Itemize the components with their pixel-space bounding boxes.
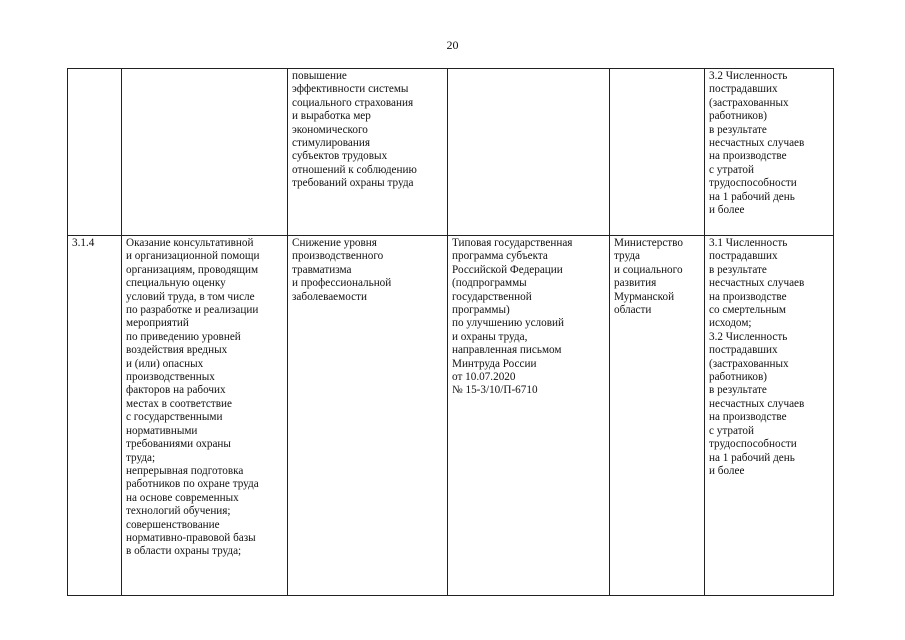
measure-cell [122,69,288,236]
measure-cell [122,236,288,596]
executor-cell [610,69,705,236]
indicator-cell [705,69,834,236]
goal-text: повышение эффективности системы социального страхования и выработка мер экономического стимулирования субъектов трудовых отношений к соблюдению требований охраны труда [292,70,417,190]
row-number: 3.1.4 [72,237,95,249]
indicator-text: 3.2 Численность пострадавших (застрахованных работников) в результате несчастных случаев на производстве с утратой трудоспособности на 1 рабочий день и более [709,70,805,217]
executor-text: Министерство труда и социального развития Мурманской области [614,237,683,317]
row-number-cell [68,69,122,236]
basis-cell [448,236,610,596]
executor-cell [610,236,705,596]
measure-text: Оказание консультативной и организационной помощи организациям, проводящим специальную оценку условий труда, в том числе по разработке и реализации мероприятий по приведению уровней воздействия вредных и (или) опасных производственных факторов на рабочих местах в соответствие с государственными нормативными требованиями охраны труда; непрерывная подготовка работников по охране труда на основе современных технологий обучения; совершенствование нормативно-правовой базы в области охраны труда; [126,237,260,558]
goal-text: Снижение уровня производственного травматизма и профессиональной заболеваемости [292,237,392,303]
indicator-text: 3.1 Численность пострадавших в результате несчастных случаев на производстве со смертельным исходом; 3.2 Численность пострадавших (застрахованных работников) в результате несчастных случаев на производстве с утратой трудоспособности на 1 рабочий день и более [709,237,805,477]
row-number-cell [68,236,122,596]
basis-text: Типовая государственная программа субъекта Российской Федерации (подпрограммы государственной программы) по улучшению условий и охраны труда, направленная письмом Минтруда России от 10.07.2020 № 15-3/10/П-6710 [452,237,573,397]
indicator-cell [705,236,834,596]
basis-cell [448,69,610,236]
goal-cell [288,69,448,236]
table-row [68,69,834,236]
measures-table [67,68,834,596]
table-row [68,236,834,596]
goal-cell [288,236,448,596]
page-number: 20 [446,38,459,52]
